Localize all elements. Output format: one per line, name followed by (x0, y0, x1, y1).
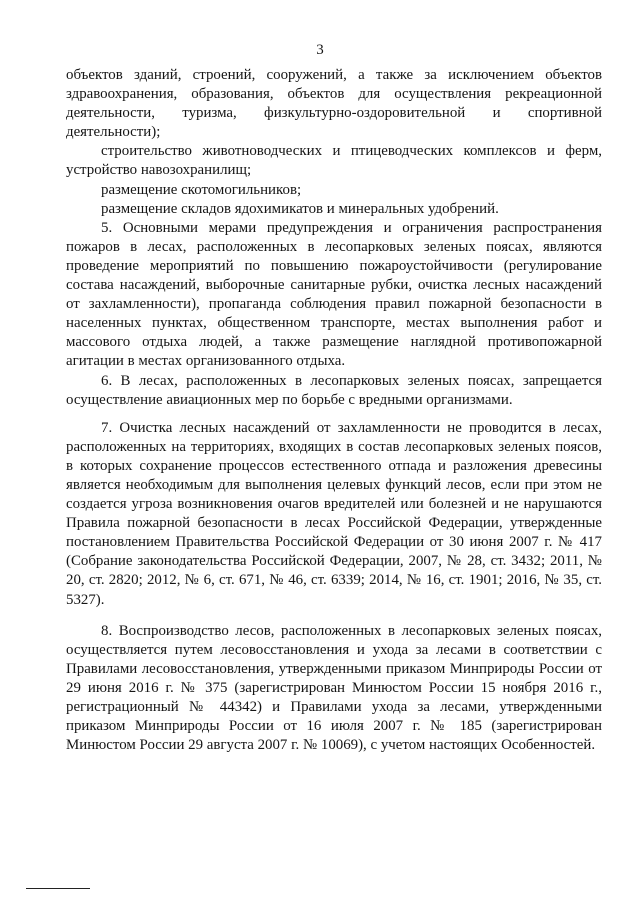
paragraph-burial-grounds: размещение скотомогильников; (101, 181, 302, 198)
paragraph-8: 8. Воспроизводство лесов, расположенных в лесопарковых зеленых поясах, осуществляется путем лесовосстановления и ухода за лесами в соответствии с Правилами лесовосстановления, утвержденными приказом Минприроды России от 29 июня 2016 г. № 375 (зарегистрирован Минюстом России 15 ноября 2016 г., регистрационный № 44342) и Правилами ухода за лесами, утвержденными приказом Минприроды России от 16 июля 2007 г. № 185 (зарегистрирован Минюстом России 29 августа 2007 г. № 10069), с учетом настоящих Особенностей. (66, 622, 602, 754)
paragraph-5: 5. Основными мерами предупреждения и ограничения распространения пожаров в лесах, расположенных в лесопарковых зеленых поясах, являются проведение мероприятий по повышению пожароустойчивости (регулирование состава насаждений, выборочные санитарные рубки, очистка лесных насаждений от захламленности), пропаганда соблюдения правил пожарной безопасности в населенных пунктах, общественном транспорте, местах выполнения работ и массового отдыха людей, а также размещение наглядной противопожарной агитации в местах организованного отдыха. (66, 219, 602, 370)
paragraph-continuation: объектов зданий, строений, сооружений, а также за исключением объектов здравоохранения, образования, объектов для осуществления рекреационной деятельности, туризма, физкультурно-оздоровительной и спортивной деятельности); (66, 67, 602, 141)
paragraph-6: 6. В лесах, расположенных в лесопарковых зеленых поясах, запрещается осуществление авиационных мер по борьбе с вредными организмами. (66, 372, 602, 408)
page-number: 3 (316, 42, 324, 58)
paragraph-chemicals: размещение складов ядохимикатов и минеральных удобрений. (101, 200, 499, 217)
document-body (66, 66, 602, 755)
paragraph-7: 7. Очистка лесных насаждений от захламленности не проводится в лесах, расположенных на территориях, входящих в состав лесопарковых зеленых поясов, в которых сохранение процессов естественного отпада и разложения древесины является необходимым для выполнения целевых функций лесов, если при этом не создается угроза возникновения очагов вредителей или болезней и не нарушаются Правила пожарной безопасности в лесах Российской Федерации, утвержденные постановлением Правительства Российской Федерации от 30 июня 2007 г. № 417 (Собрание законодательства Российской Федерации, 2007, № 28, ст. 3432; 2011, № 20, ст. 2820; 2012, № 6, ст. 671, № 46, ст. 6339; 2014, № 16, ст. 1901; 2016, № 35, ст. 5327). (66, 419, 602, 608)
footnote-rule (26, 888, 90, 889)
paragraph-livestock: строительство животноводческих и птицеводческих комплексов и ферм, устройство навозохранилищ; (66, 143, 602, 179)
